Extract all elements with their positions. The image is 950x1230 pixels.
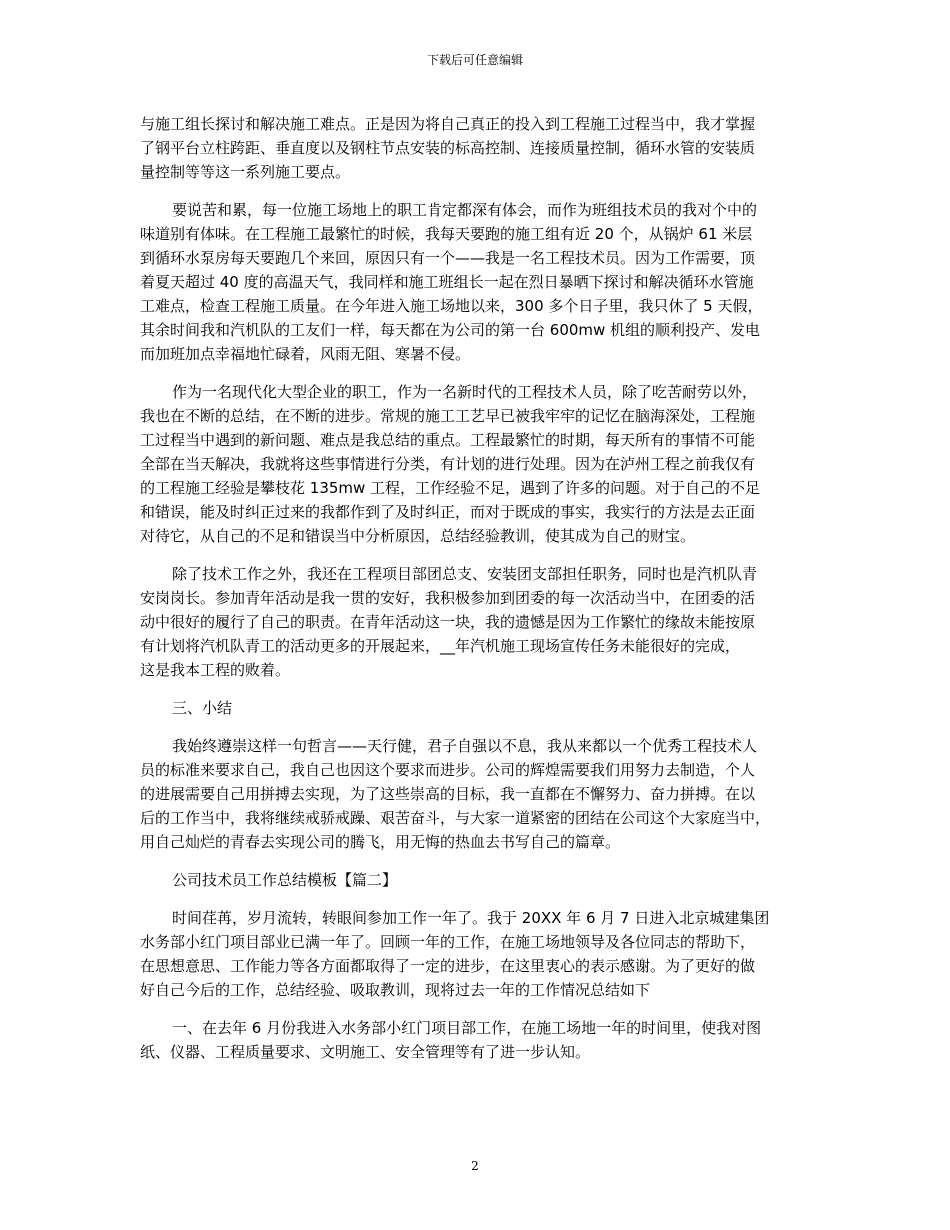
paragraph-line: 而加班加点幸福地忙碌着，风雨无阻、寒暑不侵。 bbox=[140, 345, 471, 363]
paragraph-line: 与施工组长探讨和解决施工难点。正是因为将自己真正的投入到工程施工过程当中，我才掌握 bbox=[140, 115, 756, 133]
paragraph bbox=[140, 734, 820, 854]
paragraph bbox=[140, 696, 820, 720]
paragraph-line: 水务部小红门项目部业已满一年了。回顾一年的工作，在施工场地领导及各位同志的帮助下， bbox=[140, 933, 756, 951]
paragraph bbox=[140, 562, 820, 682]
paragraph-line: 动中很好的履行了自己的职责。在青年活动这一块，我的遗憾是因为工作繁忙的缘故未能按原 bbox=[140, 613, 756, 631]
paragraph-line: 到循环水泵房每天要跑几个来回，原因只有一个——我是一名工程技术员。因为工作需要，顶 bbox=[140, 249, 756, 267]
paragraph-line: 对待它，从自己的不足和错误当中分析原因，总结经验教训，使其成为自己的财宝。 bbox=[140, 527, 696, 545]
paragraph bbox=[140, 906, 820, 1002]
paragraph-line: 后的工作当中，我将继续戒骄戒躁、艰苦奋斗，与大家一道紧密的团结在公司这个大家庭当中， bbox=[140, 809, 771, 827]
paragraph-line: 量控制等等这一系列施工要点。 bbox=[140, 163, 351, 181]
paragraph bbox=[140, 198, 820, 366]
paragraph-line: 纸、仪器、工程质量要求、文明施工、安全管理等有了进一步认知。 bbox=[140, 1043, 591, 1061]
paragraph-line: 三、小结 bbox=[172, 699, 233, 717]
paragraph bbox=[140, 380, 820, 548]
paragraph-line: 公司技术员工作总结模板【篇二】 bbox=[172, 871, 398, 889]
paragraph-line: 有计划将汽机队青工的活动更多的开展起来，__年汽机施工现场宣传任务未能很好的完成， bbox=[140, 637, 741, 655]
paragraph-line: 我始终遵崇这样一句哲言——天行健，君子自强以不息，我从来都以一个优秀工程技术人 bbox=[172, 737, 758, 755]
paragraph bbox=[140, 1016, 820, 1064]
paragraph bbox=[140, 868, 820, 892]
paragraph-line: 着夏天超过 40 度的高温天气，我同样和施工班组长一起在烈日暴晒下探讨和解决循环水管施 bbox=[140, 273, 754, 291]
paragraph-line: 全部在当天解决，我就将这些事情进行分类，有计划的进行处理。因为在泸州工程之前我仅有 bbox=[140, 455, 756, 473]
paragraph-line: 的工程施工经验是攀枝花 135mw 工程，工作经验不足，遇到了许多的问题。对于自己的不足 bbox=[140, 479, 761, 497]
paragraph-line: 要说苦和累，每一位施工场地上的职工肯定都深有体会，而作为班组技术员的我对个中的 bbox=[172, 201, 758, 219]
document-body bbox=[140, 112, 820, 1078]
paragraph-line: 作为一名现代化大型企业的职工，作为一名新时代的工程技术人员，除了吃苦耐劳以外， bbox=[172, 383, 758, 401]
paragraph bbox=[140, 112, 820, 184]
page-number: 2 bbox=[471, 1159, 479, 1173]
paragraph-line: 这是我本工程的败着。 bbox=[140, 661, 291, 679]
paragraph-line: 一、在去年 6 月份我进入水务部小红门项目部工作，在施工场地一年的时间里，使我对图 bbox=[172, 1019, 762, 1037]
paragraph-line: 工过程当中遇到的新问题、难点是我总结的重点。工程最繁忙的时期，每天所有的事情不可能 bbox=[140, 431, 756, 449]
paragraph-line: 时间荏苒，岁月流转，转眼间参加工作一年了。我于 20XX 年 6 月 7 日进入北京城建集团 bbox=[172, 909, 770, 927]
paragraph-line: 除了技术工作之外，我还在工程项目部团总支、安装团支部担任职务，同时也是汽机队青 bbox=[172, 565, 758, 583]
header-text: 下载后可任意编辑 bbox=[426, 53, 523, 67]
paragraph-line: 用自己灿烂的青春去实现公司的腾飞，用无悔的热血去书写自己的篇章。 bbox=[140, 833, 621, 851]
paragraph-line: 和错误，能及时纠正过来的我都作到了及时纠正，而对于既成的事实，我实行的方法是去正面 bbox=[140, 503, 756, 521]
paragraph-line: 好自己今后的工作，总结经验、吸取教训，现将过去一年的工作情况总结如下 bbox=[140, 981, 651, 999]
paragraph-line: 安岗岗长。参加青年活动是我一贯的安好，我积极参加到团委的每一次活动当中，在团委的活 bbox=[140, 589, 756, 607]
paragraph-line: 味道别有体味。在工程施工最繁忙的时候，我每天要跑的施工组有近 20 个，从锅炉 61 米层 bbox=[140, 225, 753, 243]
page-footer bbox=[0, 1158, 950, 1174]
paragraph-line: 我也在不断的总结，在不断的进步。常规的施工工艺早已被我牢牢的记忆在脑海深处，工程施 bbox=[140, 407, 756, 425]
paragraph-line: 工难点，检查工程施工质量。在今年进入施工场地以来，300 多个日子里，我只休了 5 天假， bbox=[140, 297, 763, 315]
paragraph-line: 的进展需要自己用拼搏去实现，为了这些崇高的目标，我一直都在不懈努力、奋力拼搏。在以 bbox=[140, 785, 756, 803]
paragraph-line: 员的标准来要求自己，我自己也因这个要求而进步。公司的辉煌需要我们用努力去制造，个人 bbox=[140, 761, 756, 779]
paragraph-line: 在思想意思、工作能力等各方面都取得了一定的进步，在这里衷心的表示感谢。为了更好的做 bbox=[140, 957, 756, 975]
page-header bbox=[0, 52, 950, 68]
paragraph-line: 其余时间我和汽机队的工友们一样，每天都在为公司的第一台 600mw 机组的顺利投产、发电 bbox=[140, 321, 761, 339]
paragraph-line: 了钢平台立柱跨距、垂直度以及钢柱节点安装的标高控制、连接质量控制，循环水管的安装质 bbox=[140, 139, 756, 157]
